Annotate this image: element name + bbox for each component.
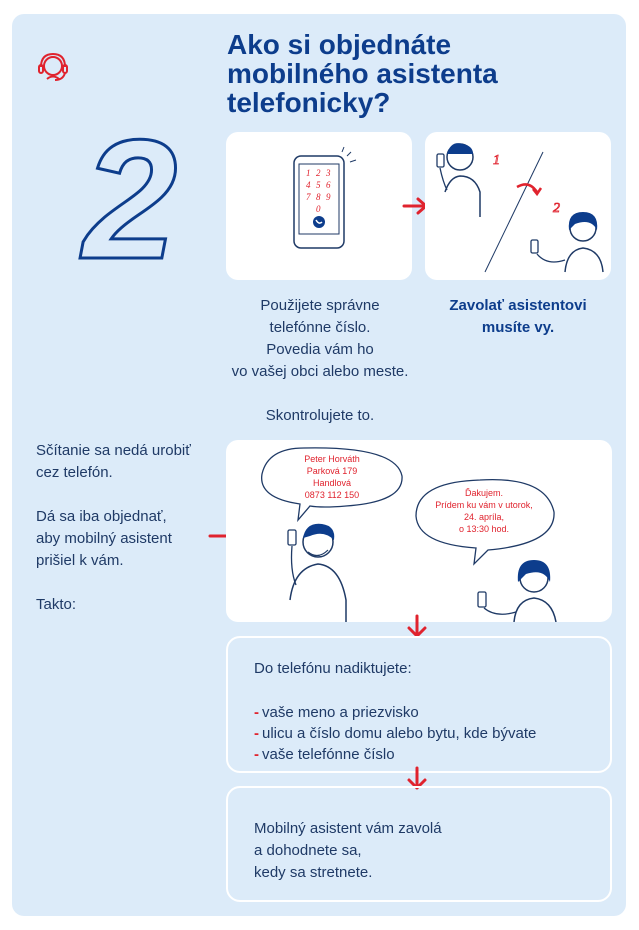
key-1: 1 [306, 168, 311, 178]
final-box [226, 786, 612, 902]
side-text [36, 440, 211, 616]
conversation-panel [226, 440, 612, 622]
conversation-illustration [226, 440, 612, 622]
phone-caption-line-4: vo vašej obci alebo meste. [231, 363, 409, 380]
key-9: 9 [326, 192, 331, 202]
assistant-bubble-line-2: Prídem ku vám v utorok, [435, 500, 533, 510]
list-item-text: vaše telefónne číslo [262, 746, 395, 763]
page-title [227, 30, 607, 117]
list-item-text: vaše meno a priezvisko [262, 704, 419, 721]
phone-illustration [226, 132, 412, 280]
side-text-line-2: cez telefón. [36, 464, 113, 481]
caller-bubble-line-1: Peter Horváth [304, 454, 360, 464]
call-caption-line-2: musíte vy. [481, 319, 555, 336]
final-text-line-1: Mobilný asistent vám zavolá [254, 820, 442, 837]
call-caption-line-1: Zavolať asistentovi [449, 297, 587, 314]
side-text-line-3: Dá sa iba objednať, [36, 508, 167, 525]
dictate-heading: Do telefónu nadiktujete: [254, 660, 412, 677]
key-0: 0 [316, 204, 321, 214]
call-label-2: 2 [553, 201, 560, 216]
list-dash: - [254, 725, 259, 742]
dictate-list [254, 702, 604, 765]
key-5: 5 [316, 180, 321, 190]
phone-caption-line-5: Skontrolujete to. [265, 407, 375, 424]
headset-icon [36, 50, 70, 84]
side-text-line-1: Sčítanie sa nedá urobiť [36, 442, 191, 459]
final-text-line-2: a dohodnete sa, [254, 842, 362, 859]
list-item [254, 744, 604, 765]
call-panel [425, 132, 611, 280]
key-3: 3 [326, 168, 331, 178]
step-number [70, 128, 190, 268]
final-text-line-3: kedy sa stretnete. [254, 864, 373, 881]
caller-bubble-line-4: 0873 112 150 [304, 490, 360, 500]
key-6: 6 [326, 180, 331, 190]
list-dash: - [254, 746, 259, 763]
phone-panel [226, 132, 412, 280]
step-number-text: 2 [82, 128, 178, 268]
caller-bubble-line-3: Handlová [312, 478, 352, 488]
dictate-box [226, 636, 612, 773]
phone-caption [215, 295, 425, 427]
key-7: 7 [306, 192, 311, 202]
title-line-2: mobilného asistenta [227, 58, 498, 89]
call-label-1: 1 [493, 153, 500, 168]
side-text-line-5: prišiel k vám. [36, 552, 124, 569]
caller-bubble-line-2: Parková 179 [306, 466, 358, 476]
phone-caption-line-2: telefónne číslo. [269, 319, 371, 336]
key-4: 4 [306, 180, 311, 190]
call-caption [430, 295, 606, 339]
side-text-line-4: aby mobilný asistent [36, 530, 172, 547]
key-2: 2 [316, 168, 321, 178]
list-item [254, 702, 604, 723]
side-text-line-6: Takto: [36, 596, 77, 613]
list-dash: - [254, 704, 259, 721]
assistant-bubble-line-3: 24. apríla, [463, 512, 505, 522]
call-illustration [425, 132, 611, 280]
assistant-bubble-line-4: o 13:30 hod. [458, 524, 510, 534]
title-line-1: Ako si objednáte [227, 29, 452, 60]
final-text [254, 818, 442, 884]
title-line-3: telefonicky? [227, 87, 391, 118]
list-item [254, 723, 604, 744]
phone-caption-line-3: Povedia vám ho [266, 341, 374, 358]
phone-caption-line-1: Použijete správne [260, 297, 380, 314]
list-item-text: ulicu a číslo domu alebo bytu, kde bývate [262, 725, 537, 742]
assistant-bubble-line-1: Ďakujem. [464, 488, 504, 498]
key-8: 8 [316, 192, 321, 202]
